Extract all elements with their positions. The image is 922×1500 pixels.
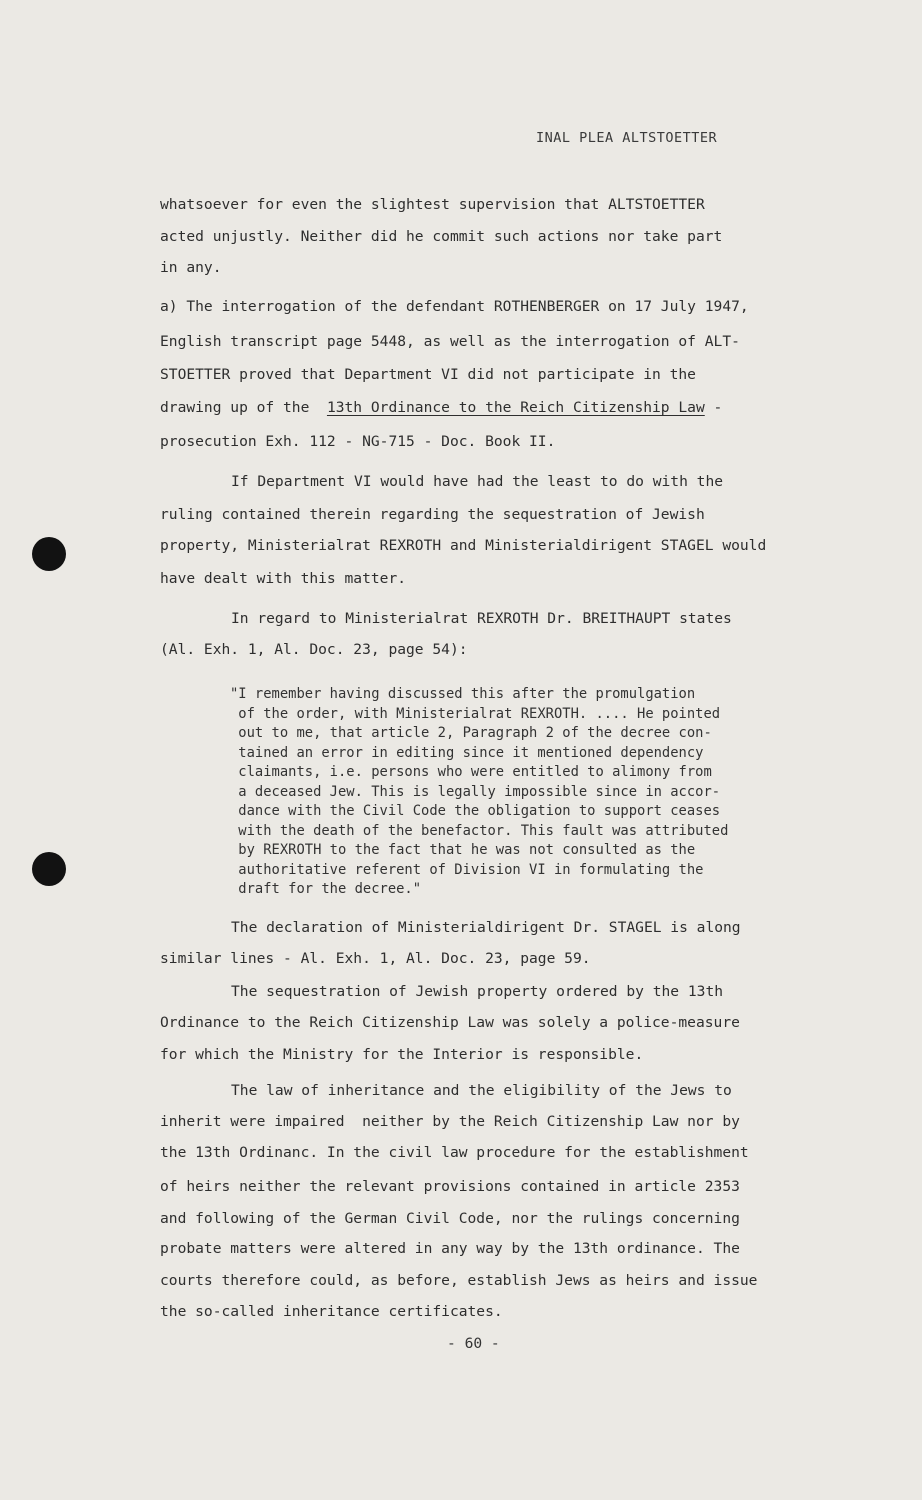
text-line: property, Ministerialrat REXROTH and Ministerialdirigent STAGEL would xyxy=(160,537,767,554)
text-line: The law of inheritance and the eligibility of the Jews to xyxy=(231,1082,732,1099)
quote-line: draft for the decree." xyxy=(230,881,422,897)
quote-line: "I remember having discussed this after the promulgation xyxy=(230,686,696,702)
quote-line: tained an error in editing since it mentioned dependency xyxy=(230,745,704,761)
text-line: of heirs neither the relevant provisions contained in article 2353 xyxy=(160,1178,740,1195)
quote-line: with the death of the benefactor. This fault was attributed xyxy=(230,823,729,839)
text-line: English transcript page 5448, as well as the interrogation of ALT- xyxy=(160,333,740,350)
text-line: courts therefore could, as before, establish Jews as heirs and issue xyxy=(160,1272,758,1289)
text-line: a) The interrogation of the defendant ROTHENBERGER on 17 July 1947, xyxy=(160,298,749,315)
text-line: whatsoever for even the slightest supervision that ALTSTOETTER xyxy=(160,196,705,213)
quote-line: dance with the Civil Code the obligation to support ceases xyxy=(230,803,721,819)
text-line: The declaration of Ministerialdirigent Dr. STAGEL is along xyxy=(231,919,741,936)
text-line: The sequestration of Jewish property ordered by the 13th xyxy=(231,983,724,1000)
text-line: probate matters were altered in any way by the 13th ordinance. The xyxy=(160,1240,740,1257)
text-line: In regard to Ministerialrat REXROTH Dr. BREITHAUPT states xyxy=(231,610,732,627)
text-line: acted unjustly. Neither did he commit such actions nor take part xyxy=(160,228,723,245)
page-number: - 60 - xyxy=(447,1335,500,1352)
quote-line: out to me, that article 2, Paragraph 2 of the decree con- xyxy=(230,725,712,741)
text-line: in any. xyxy=(160,259,222,276)
quote-line: authoritative referent of Division VI in formulating the xyxy=(230,862,704,878)
text-fragment: - xyxy=(704,399,723,416)
running-header: INAL PLEA ALTSTOETTER xyxy=(536,130,718,146)
text-line: prosecution Exh. 112 - NG-715 - Doc. Book II. xyxy=(160,433,556,450)
text-line: (Al. Exh. 1, Al. Doc. 23, page 54): xyxy=(160,641,468,658)
text-line: If Department VI would have had the least to do with the xyxy=(231,473,724,490)
text-line: for which the Ministry for the Interior is responsible. xyxy=(160,1046,644,1063)
text-line: have dealt with this matter. xyxy=(160,570,407,587)
text-fragment: drawing up of the xyxy=(160,399,327,416)
ordinance-title: 13th Ordinance to the Reich Citizenship Law xyxy=(326,399,705,416)
quote-line: claimants, i.e. persons who were entitled to alimony from xyxy=(230,764,712,780)
text-line xyxy=(160,399,722,416)
text-line: the so-called inheritance certificates. xyxy=(160,1303,503,1320)
quote-line: by REXROTH to the fact that he was not consulted as the xyxy=(230,842,696,858)
text-line: and following of the German Civil Code, nor the rulings concerning xyxy=(160,1210,740,1227)
text-line: the 13th Ordinanc. In the civil law procedure for the establishment xyxy=(160,1144,749,1161)
text-line: ruling contained therein regarding the sequestration of Jewish xyxy=(160,506,705,523)
punch-hole xyxy=(32,537,66,571)
text-line: similar lines - Al. Exh. 1, Al. Doc. 23, page 59. xyxy=(160,950,591,967)
quote-line: a deceased Jew. This is legally impossible since in accor- xyxy=(230,784,721,800)
text-line: inherit were impaired neither by the Reich Citizenship Law nor by xyxy=(160,1113,740,1130)
text-line: STOETTER proved that Department VI did not participate in the xyxy=(160,366,696,383)
text-line: Ordinance to the Reich Citizenship Law was solely a police-measure xyxy=(160,1014,740,1031)
punch-hole xyxy=(32,852,66,886)
quote-line: of the order, with Ministerialrat REXROTH. .... He pointed xyxy=(230,706,721,722)
